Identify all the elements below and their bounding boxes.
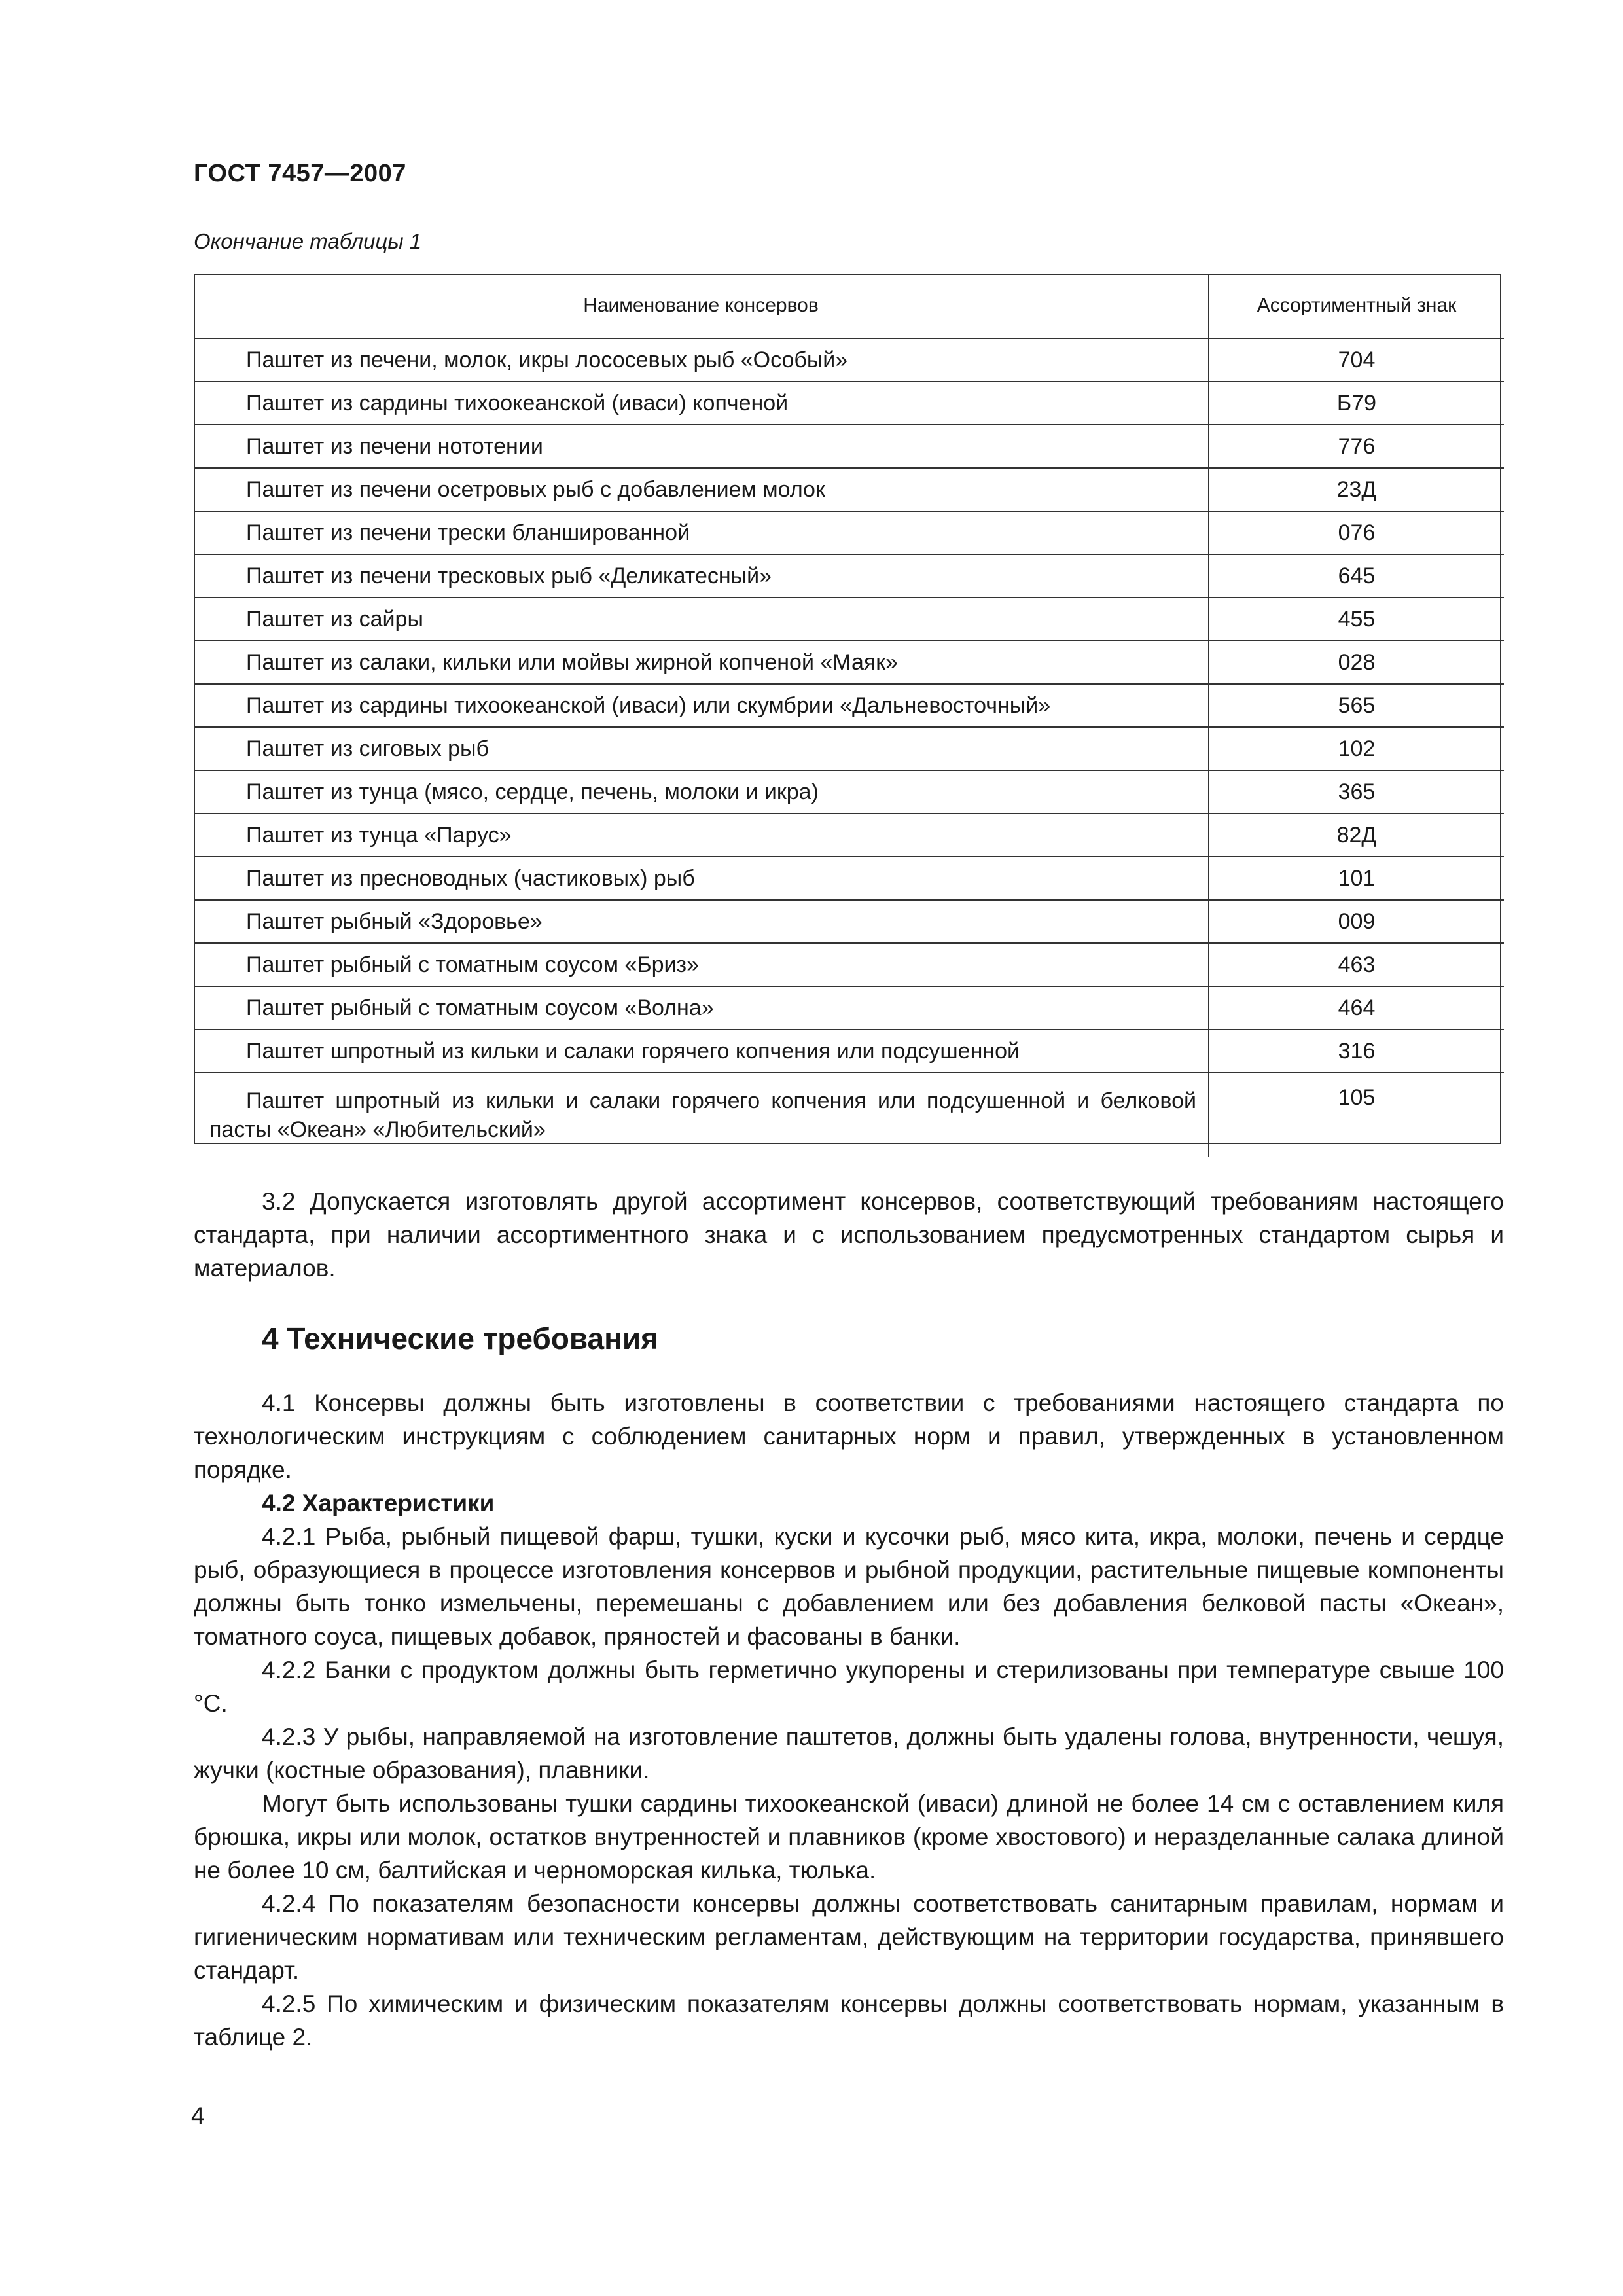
table-row <box>194 900 1504 943</box>
table-row <box>194 684 1504 727</box>
assortment-code-cell: 455 <box>1209 598 1504 641</box>
assortment-code-cell: 102 <box>1209 727 1504 770</box>
column-header-code: Ассортиментный знак <box>1209 274 1504 338</box>
product-name-cell: Паштет рыбный с томатным соусом «Бриз» <box>194 943 1209 986</box>
product-name-cell: Паштет из тунца (мясо, сердце, печень, молоки и икра) <box>194 770 1209 814</box>
table-row <box>194 727 1504 770</box>
section-4-heading: 4 Технические требования <box>262 1321 658 1355</box>
document-header: ГОСТ 7457—2007 <box>194 160 406 187</box>
product-name-cell: Паштет рыбный с томатным соусом «Волна» <box>194 986 1209 1030</box>
assortment-code-cell: 23Д <box>1209 468 1504 511</box>
assortment-code-cell: 645 <box>1209 554 1504 598</box>
paragraph-3-2: 3.2 Допускается изготовлять другой ассортимент консервов, соответствующий требованиям настоящего стандарта, при наличии ассортиментного знака и с использованием предусмотренных стандартом сырья и материалов. <box>194 1188 1504 1282</box>
assortment-code-cell: 009 <box>1209 900 1504 943</box>
assortment-table <box>194 274 1504 1157</box>
table-row <box>194 857 1504 900</box>
assortment-code-cell: 463 <box>1209 943 1504 986</box>
product-name-cell: Паштет из печени, молок, икры лососевых рыб «Особый» <box>194 338 1209 382</box>
table-row <box>194 1030 1504 1073</box>
assortment-code-cell: 076 <box>1209 511 1504 554</box>
assortment-code-cell: 365 <box>1209 770 1504 814</box>
paragraph-4-2-3-continued: Могут быть использованы тушки сардины тихоокеанской (иваси) длиной не более 14 см с оставлением киля брюшка, икры или молок, остатков внутренностей и плавников (кроме хвостового) и неразделанные салака длиной не более 10 см, балтийская и черноморская килька, тюлька. <box>194 1790 1504 1884</box>
paragraph-4-2-3: 4.2.3 У рыбы, направляемой на изготовление паштетов, должны быть удалены голова, внутренности, чешуя, жучки (костные образования), плавники. <box>194 1723 1504 1784</box>
table-row <box>194 1073 1504 1157</box>
product-name-cell: Паштет из печени осетровых рыб с добавлением молок <box>194 468 1209 511</box>
paragraph-4-2-5: 4.2.5 По химическим и физическим показателям консервы должны соответствовать нормам, указанным в таблице 2. <box>194 1990 1504 2051</box>
table-row <box>194 598 1504 641</box>
table-header-row <box>194 274 1504 338</box>
product-name-cell: Паштет из тунца «Парус» <box>194 814 1209 857</box>
section-4-body <box>194 1386 1504 2054</box>
table-row <box>194 554 1504 598</box>
paragraph-4-2-1: 4.2.1 Рыба, рыбный пищевой фарш, тушки, куски и кусочки рыб, мясо кита, икра, молоки, печень и сердце рыб, образующиеся в процессе изготовления консервов и рыбной продукции, растительные пищевые компоненты должны быть тонко измельчены, перемешаны с добавлением или без добавления белковой пасты «Океан», томатного соуса, пищевых добавок, пряностей и фасованы в банки. <box>194 1523 1504 1650</box>
paragraph-3-2-block <box>194 1185 1504 1285</box>
assortment-code-cell: 464 <box>1209 986 1504 1030</box>
table-row <box>194 986 1504 1030</box>
table-row <box>194 814 1504 857</box>
product-name-cell: Паштет шпротный из кильки и салаки горячего копчения или подсушенной <box>194 1030 1209 1073</box>
paragraph-4-2-2: 4.2.2 Банки с продуктом должны быть герметично укупорены и стерилизованы при температуре свыше 100 °С. <box>194 1657 1504 1717</box>
assortment-code-cell: 105 <box>1338 1085 1376 1110</box>
table-row <box>194 468 1504 511</box>
assortment-code-cell: 82Д <box>1209 814 1504 857</box>
table-row <box>194 511 1504 554</box>
table-row <box>194 770 1504 814</box>
table-row <box>194 425 1504 468</box>
table-row <box>194 641 1504 684</box>
column-header-name: Наименование консервов <box>194 274 1209 338</box>
assortment-code-cell: 704 <box>1209 338 1504 382</box>
assortment-code-cell: 565 <box>1209 684 1504 727</box>
product-name-cell: Паштет из сиговых рыб <box>194 727 1209 770</box>
paragraph-4-1: 4.1 Консервы должны быть изготовлены в соответствии с требованиями настоящего стандарта по технологическим инструкциям с соблюдением санитарных норм и правил, утвержденных в установленном порядке. <box>194 1390 1504 1483</box>
product-name-cell: Паштет из салаки, кильки или мойвы жирной копченой «Маяк» <box>194 641 1209 684</box>
product-name-cell: Паштет из сайры <box>194 598 1209 641</box>
assortment-code-cell: 316 <box>1209 1030 1504 1073</box>
page-number: 4 <box>191 2102 205 2129</box>
assortment-code-cell: 776 <box>1209 425 1504 468</box>
product-name-cell: Паштет из пресноводных (частиковых) рыб <box>194 857 1209 900</box>
product-name-cell: Паштет из печени тресковых рыб «Деликатесный» <box>194 554 1209 598</box>
table-caption: Окончание таблицы 1 <box>194 229 422 253</box>
table-row <box>194 943 1504 986</box>
product-name-cell: Паштет из печени нототении <box>194 425 1209 468</box>
assortment-code-cell: 028 <box>1209 641 1504 684</box>
assortment-code-cell: 101 <box>1209 857 1504 900</box>
assortment-code-cell: Б79 <box>1209 382 1504 425</box>
table-row <box>194 382 1504 425</box>
product-name-cell: Паштет из сардины тихоокеанской (иваси) или скумбрии «Дальневосточный» <box>194 684 1209 727</box>
product-name-cell: Паштет из печени трески бланшированной <box>194 511 1209 554</box>
product-name-cell: Паштет из сардины тихоокеанской (иваси) копченой <box>194 382 1209 425</box>
product-name-cell: Паштет шпротный из кильки и салаки горячего копчения или подсушенной и белковой пасты «Океан» «Любительский» <box>194 1073 1209 1157</box>
paragraph-4-2-4: 4.2.4 По показателям безопасности консервы должны соответствовать санитарным правилам, нормам и гигиеническим нормативам или техническим регламентам, действующим на территории государства, принявшего стандарт. <box>194 1890 1504 1984</box>
product-name-cell: Паштет рыбный «Здоровье» <box>194 900 1209 943</box>
table-row <box>194 338 1504 382</box>
subsection-4-2-heading: 4.2 Характеристики <box>262 1490 495 1516</box>
